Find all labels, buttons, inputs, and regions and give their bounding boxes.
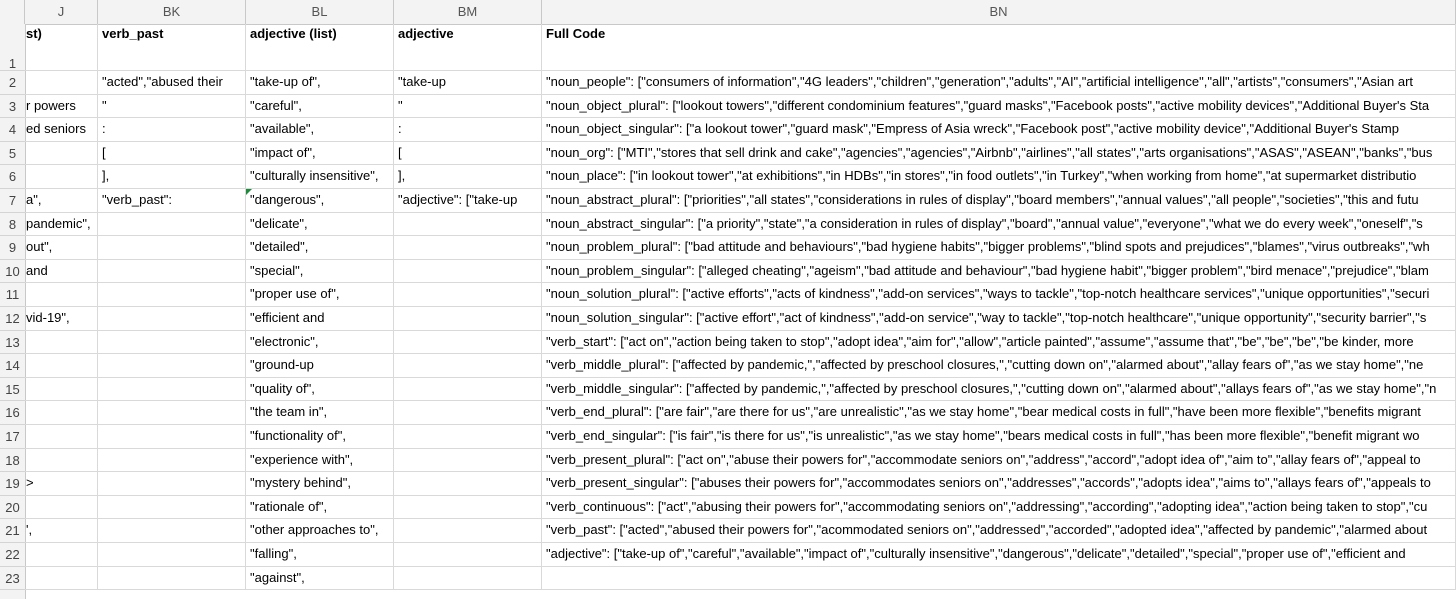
- row-header-10[interactable]: 10: [0, 260, 25, 284]
- cell-bl-9[interactable]: "detailed",: [246, 236, 394, 260]
- cell-bl-17[interactable]: "functionality of",: [246, 425, 394, 449]
- cell-bm-22[interactable]: [394, 543, 542, 567]
- row-header-21[interactable]: 21: [0, 519, 25, 543]
- cell-bl-6[interactable]: "culturally insensitive",: [246, 165, 394, 189]
- error-indicator-icon: [246, 189, 252, 195]
- row-header-12[interactable]: 12: [0, 307, 25, 331]
- row-header-19[interactable]: 19: [0, 472, 25, 496]
- cell-bk-20[interactable]: [98, 496, 246, 520]
- column-header-row: [0, 0, 1456, 25]
- cell-bk-15[interactable]: [98, 378, 246, 402]
- cell-bl-14[interactable]: "ground-up: [246, 354, 394, 378]
- cell-bl-3[interactable]: "careful",: [246, 95, 394, 119]
- cell-bk-5[interactable]: [: [98, 142, 246, 166]
- cell-bn-7[interactable]: "noun_abstract_plural": ["priorities","all states","considerations in rules of display","board members","annual values","all people","societies","this and futu: [542, 189, 1456, 213]
- cell-bj-2[interactable]: [25, 71, 98, 95]
- cell-bn-18[interactable]: "verb_present_plural": ["act on","abuse their powers for","accommodate seniors on","address","accord","adopt idea of","aim to","allay fears of","appeal to: [542, 449, 1456, 473]
- row-header-11[interactable]: 11: [0, 283, 25, 307]
- cell-bj-3[interactable]: r powers: [25, 95, 98, 119]
- cell-bj-11[interactable]: [25, 283, 98, 307]
- cell-bl-10[interactable]: "special",: [246, 260, 394, 284]
- cell-bk-2[interactable]: "acted","abused their: [98, 71, 246, 95]
- cell-bm-3[interactable]: ": [394, 95, 542, 119]
- cell-bj-13[interactable]: [25, 331, 98, 355]
- cell-bk-4[interactable]: :: [98, 118, 246, 142]
- cell-bn-8[interactable]: "noun_abstract_singular": ["a priority","state","a consideration in rules of display","board","annual value","everyone","what we do every week","oneself","s: [542, 213, 1456, 237]
- cell-bm-12[interactable]: [394, 307, 542, 331]
- cell-bk-17[interactable]: [98, 425, 246, 449]
- row-header-9[interactable]: 9: [0, 236, 25, 260]
- column-header-bl[interactable]: BL: [246, 0, 394, 24]
- cell-bn-14[interactable]: "verb_middle_plural": ["affected by pandemic,","affected by preschool closures,","cutting down on","alarmed about","allay fears of","as we stay home","ne: [542, 354, 1456, 378]
- row-header-22[interactable]: 22: [0, 543, 25, 567]
- row-header-23[interactable]: 23: [0, 567, 25, 591]
- cell-bj-15[interactable]: [25, 378, 98, 402]
- cell-bm-20[interactable]: [394, 496, 542, 520]
- cell-bm-16[interactable]: [394, 401, 542, 425]
- cell-bm-2[interactable]: "take-up: [394, 71, 542, 95]
- cell-bk-8[interactable]: [98, 213, 246, 237]
- cell-bj-5[interactable]: [25, 142, 98, 166]
- row-header-7[interactable]: 7: [0, 189, 25, 213]
- cell-bm-21[interactable]: [394, 519, 542, 543]
- cell-bm-8[interactable]: [394, 213, 542, 237]
- cell-bl-20[interactable]: "rationale of",: [246, 496, 394, 520]
- cell-bj-21[interactable]: ',: [25, 519, 98, 543]
- row-header-5[interactable]: 5: [0, 142, 25, 166]
- cell-bj-17[interactable]: [25, 425, 98, 449]
- cell-bl-7[interactable]: "dangerous",: [246, 189, 394, 213]
- row-header-15[interactable]: 15: [0, 378, 25, 402]
- row-header-1[interactable]: 1: [0, 24, 25, 71]
- cell-bk-9[interactable]: [98, 236, 246, 260]
- cell-bj-6[interactable]: [25, 165, 98, 189]
- cell-bn-10[interactable]: "noun_problem_singular": ["alleged cheating","ageism","bad attitude and behaviour","bad hygiene habit","bigger problem","bird menace","prejudice","blam: [542, 260, 1456, 284]
- cell-bl-19[interactable]: "mystery behind",: [246, 472, 394, 496]
- cell-bj-20[interactable]: [25, 496, 98, 520]
- cell-bj-7[interactable]: a",: [25, 189, 98, 213]
- cell-bj-18[interactable]: [25, 449, 98, 473]
- cell-bl-22[interactable]: "falling",: [246, 543, 394, 567]
- cell-bl-15[interactable]: "quality of",: [246, 378, 394, 402]
- cell-bk-1[interactable]: verb_past: [98, 24, 246, 71]
- row-header-3[interactable]: 3: [0, 95, 25, 119]
- row-header-2[interactable]: 2: [0, 71, 25, 95]
- cell-bk-18[interactable]: [98, 449, 246, 473]
- cell-bk-12[interactable]: [98, 307, 246, 331]
- cell-bl-2[interactable]: "take-up of",: [246, 71, 394, 95]
- cell-bk-10[interactable]: [98, 260, 246, 284]
- cell-bm-11[interactable]: [394, 283, 542, 307]
- cell-bn-3[interactable]: "noun_object_plural": ["lookout towers","different condominium features","guard masks","Facebook posts","active mobility devices","Additional Buyer's Sta: [542, 95, 1456, 119]
- cell-bn-12[interactable]: "noun_solution_singular": ["active effort","act of kindness","add-on service","way to tackle","top-notch healthcare","unique opportunity","security barrier","s: [542, 307, 1456, 331]
- column-header-bm[interactable]: BM: [394, 0, 542, 24]
- row-header-20[interactable]: 20: [0, 496, 25, 520]
- cell-bn-16[interactable]: "verb_end_plural": ["are fair","are there for us","are unrealistic","as we stay home","bear medical costs in full","have been more flexible","benefits migrant: [542, 401, 1456, 425]
- cell-bk-7[interactable]: "verb_past":: [98, 189, 246, 213]
- cell-bn-6[interactable]: "noun_place": ["in lookout tower","at exhibitions","in HDBs","in stores","in food outlets","in Turkey","when working from home","at supermarket distributio: [542, 165, 1456, 189]
- cell-bk-21[interactable]: [98, 519, 246, 543]
- cell-bm-19[interactable]: [394, 472, 542, 496]
- column-header-bj[interactable]: J: [25, 0, 98, 24]
- cell-bm-1[interactable]: adjective: [394, 24, 542, 71]
- cell-bn-4[interactable]: "noun_object_singular": ["a lookout tower","guard mask","Empress of Asia wreck","Facebook post","active mobility device","Additional Buyer's Stamp: [542, 118, 1456, 142]
- cell-bj-4[interactable]: ed seniors: [25, 118, 98, 142]
- cell-bk-19[interactable]: [98, 472, 246, 496]
- column-header-bk[interactable]: BK: [98, 0, 246, 24]
- cell-bn-15[interactable]: "verb_middle_singular": ["affected by pandemic,","affected by preschool closures,","cutting down on","alarmed about","allays fears of","as we stay home","n: [542, 378, 1456, 402]
- cell-bm-10[interactable]: [394, 260, 542, 284]
- row-header-14[interactable]: 14: [0, 354, 25, 378]
- row-header-8[interactable]: 8: [0, 213, 25, 237]
- cell-bn-19[interactable]: "verb_present_singular": ["abuses their powers for","accommodates seniors on","addresses","accords","adopts idea","aims to","allays fears of","appeals to: [542, 472, 1456, 496]
- cell-bm-7[interactable]: "adjective": ["take-up: [394, 189, 542, 213]
- cell-bl-5[interactable]: "impact of",: [246, 142, 394, 166]
- select-all-corner[interactable]: [0, 0, 25, 24]
- cell-bl-16[interactable]: "the team in",: [246, 401, 394, 425]
- cell-bj-23[interactable]: [25, 567, 98, 591]
- cell-bm-23[interactable]: [394, 567, 542, 591]
- cell-bj-12[interactable]: vid-19",: [25, 307, 98, 331]
- cell-bj-19[interactable]: >: [25, 472, 98, 496]
- cell-bj-22[interactable]: [25, 543, 98, 567]
- row-header-6[interactable]: 6: [0, 165, 25, 189]
- cell-bn-1[interactable]: Full Code: [542, 24, 1456, 71]
- cell-bm-15[interactable]: [394, 378, 542, 402]
- cell-bj-16[interactable]: [25, 401, 98, 425]
- cell-bl-11[interactable]: "proper use of",: [246, 283, 394, 307]
- cell-bk-13[interactable]: [98, 331, 246, 355]
- cell-bn-17[interactable]: "verb_end_singular": ["is fair","is there for us","is unrealistic","as we stay home","bears medical costs in full","has been more flexible","benefit migrant wo: [542, 425, 1456, 449]
- cell-bk-16[interactable]: [98, 401, 246, 425]
- cell-bk-11[interactable]: [98, 283, 246, 307]
- cell-bm-17[interactable]: [394, 425, 542, 449]
- cell-bl-1[interactable]: adjective (list): [246, 24, 394, 71]
- cell-bn-9[interactable]: "noun_problem_plural": ["bad attitude and behaviours","bad hygiene habits","bigger problems","blind spots and prejudices","blames","virus outbreaks","wh: [542, 236, 1456, 260]
- cell-bk-3[interactable]: ": [98, 95, 246, 119]
- column-header-bn[interactable]: BN: [542, 0, 1456, 24]
- cell-bl-21[interactable]: "other approaches to",: [246, 519, 394, 543]
- cell-bk-23[interactable]: [98, 567, 246, 591]
- cell-bm-13[interactable]: [394, 331, 542, 355]
- cell-bm-18[interactable]: [394, 449, 542, 473]
- cell-bl-18[interactable]: "experience with",: [246, 449, 394, 473]
- cell-bl-4[interactable]: "available",: [246, 118, 394, 142]
- cell-bl-12[interactable]: "efficient and: [246, 307, 394, 331]
- row-header-13[interactable]: 13: [0, 331, 25, 355]
- cell-bl-23[interactable]: "against",: [246, 567, 394, 591]
- cell-bn-11[interactable]: "noun_solution_plural": ["active efforts","acts of kindness","add-on services","ways to tackle","top-notch healthcare services","unique opportunities","securi: [542, 283, 1456, 307]
- cell-bn-20[interactable]: "verb_continuous": ["act","abusing their powers for","accommodating seniors on","addressing","according","adopting idea","action being taken to stop","cu: [542, 496, 1456, 520]
- cell-bm-14[interactable]: [394, 354, 542, 378]
- cell-bm-6[interactable]: ],: [394, 165, 542, 189]
- cell-bl-13[interactable]: "electronic",: [246, 331, 394, 355]
- cell-bn-5[interactable]: "noun_org": ["MTI","stores that sell drink and cake","agencies","agencies","Airbnb","airlines","all states","arts organisations","ASAS","ASEAN","banks","bus: [542, 142, 1456, 166]
- cell-bj-10[interactable]: and: [25, 260, 98, 284]
- cell-bn-21[interactable]: "verb_past": ["acted","abused their powers for","acommodated seniors on","addressed","accorded","adopted idea","affected by pandemic","alarmed about: [542, 519, 1456, 543]
- cell-bj-8[interactable]: pandemic",: [25, 213, 98, 237]
- cell-bj-1[interactable]: st): [25, 24, 98, 71]
- row-header-18[interactable]: 18: [0, 449, 25, 473]
- row-header-4[interactable]: 4: [0, 118, 25, 142]
- cell-bk-6[interactable]: ],: [98, 165, 246, 189]
- cell-bk-22[interactable]: [98, 543, 246, 567]
- cell-bm-9[interactable]: [394, 236, 542, 260]
- cell-bn-13[interactable]: "verb_start": ["act on","action being taken to stop","adopt idea","aim for","allow","article painted","assume","assume that","be","be","be","be kinder, more: [542, 331, 1456, 355]
- row-header-17[interactable]: 17: [0, 425, 25, 449]
- cell-bm-4[interactable]: :: [394, 118, 542, 142]
- cell-bn-22[interactable]: "adjective": ["take-up of","careful","available","impact of","culturally insensitive","dangerous","delicate","detailed","special","proper use of","efficient and: [542, 543, 1456, 567]
- cell-bj-9[interactable]: out",: [25, 236, 98, 260]
- cell-bl-8[interactable]: "delicate",: [246, 213, 394, 237]
- cell-bm-5[interactable]: [: [394, 142, 542, 166]
- cell-bn-23[interactable]: [542, 567, 1456, 591]
- row-header-column: [0, 24, 26, 599]
- row-header-16[interactable]: 16: [0, 401, 25, 425]
- cell-bk-14[interactable]: [98, 354, 246, 378]
- cell-bj-14[interactable]: [25, 354, 98, 378]
- cell-bn-2[interactable]: "noun_people": ["consumers of information","4G leaders","children","generation","adults","AI","artificial intelligence","all","artists","consumers","Asian art: [542, 71, 1456, 95]
